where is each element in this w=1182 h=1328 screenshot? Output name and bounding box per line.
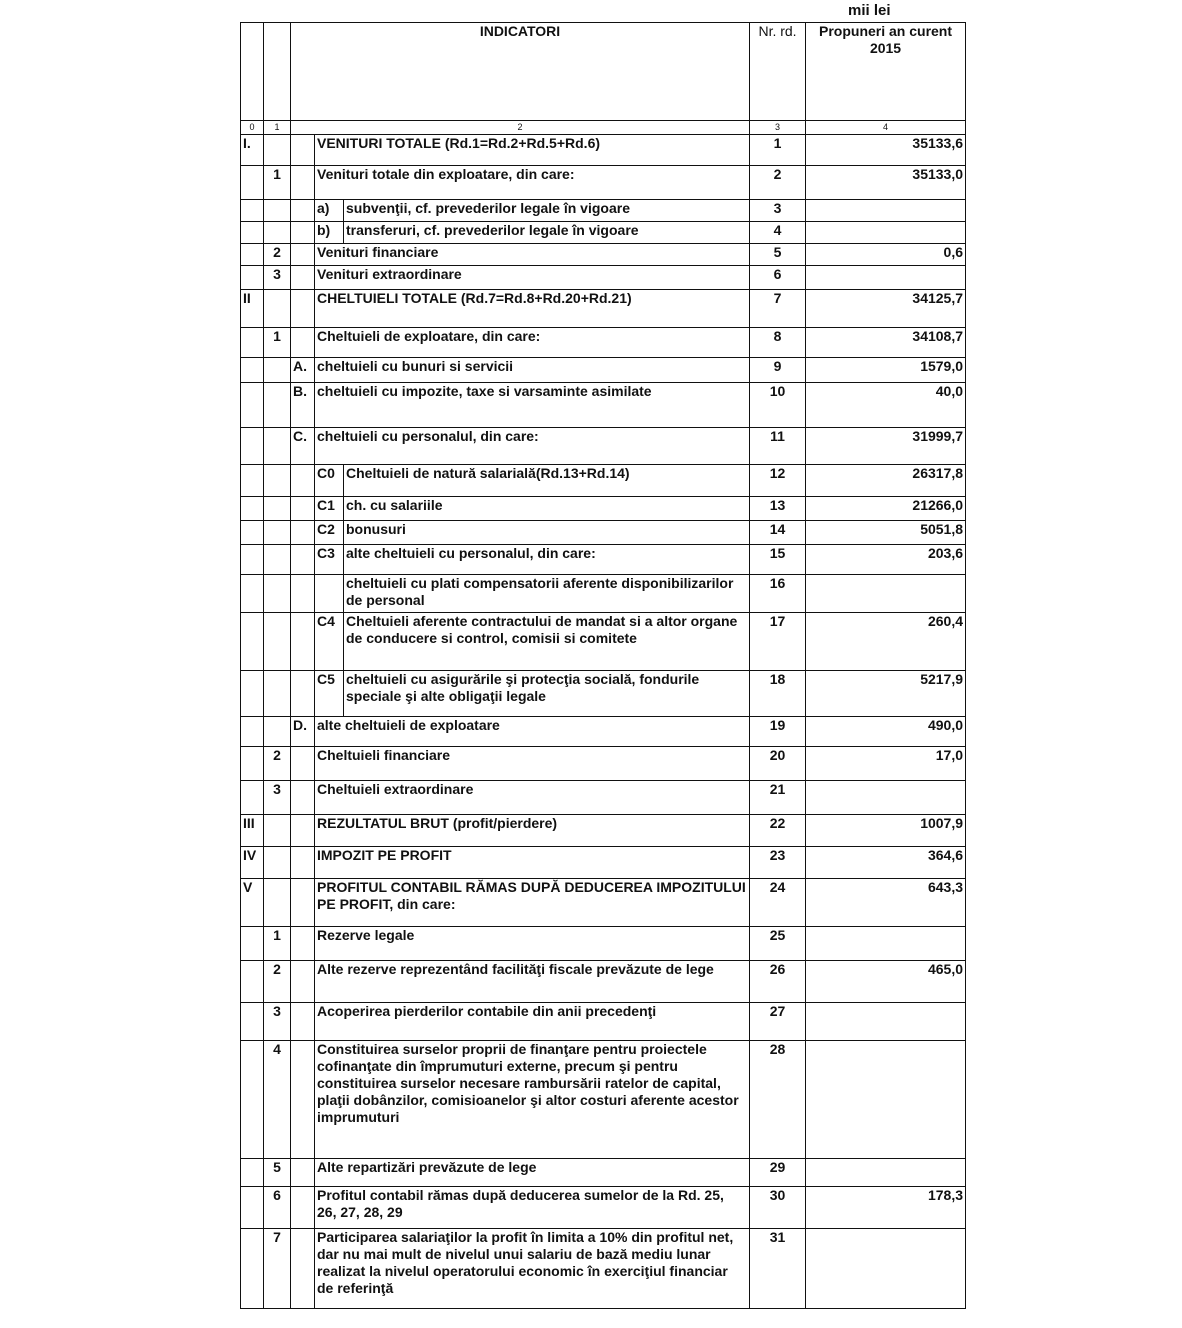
header-col1 (264, 23, 291, 121)
indicator-label: cheltuieli cu personalul, din care: (315, 428, 750, 465)
roman-numeral-cell (241, 545, 264, 575)
row-number-cell: 13 (750, 497, 806, 521)
letter-cell: B. (291, 383, 315, 428)
header-nr-rd: Nr. rd. (750, 23, 806, 121)
indicator-label: Cheltuieli de natură salarială(Rd.13+Rd.14) (344, 465, 750, 497)
value-cell: 31999,7 (806, 428, 966, 465)
letter-cell (291, 200, 315, 222)
letter-cell (291, 747, 315, 781)
roman-numeral-cell (241, 383, 264, 428)
section-number-cell (264, 815, 291, 847)
indicator-label: PROFITUL CONTABIL RĂMAS DUPĂ DEDUCEREA IMPOZITULUI PE PROFIT, din care: (315, 879, 750, 927)
table-row (241, 244, 966, 266)
roman-numeral-cell (241, 266, 264, 290)
letter-cell (291, 879, 315, 927)
table-row (241, 613, 966, 671)
section-number-cell (264, 879, 291, 927)
value-cell (806, 1003, 966, 1041)
section-number-cell (264, 717, 291, 747)
table-row (241, 671, 966, 717)
section-number-cell (264, 135, 291, 166)
col-index-3: 3 (750, 121, 806, 135)
table-row (241, 358, 966, 383)
indicator-label: Cheltuieli de exploatare, din care: (315, 328, 750, 358)
value-cell (806, 1159, 966, 1187)
value-cell: 17,0 (806, 747, 966, 781)
value-cell: 21266,0 (806, 497, 966, 521)
section-number-cell: 1 (264, 927, 291, 961)
row-number-cell: 7 (750, 290, 806, 328)
value-cell (806, 1041, 966, 1159)
col-index-1: 1 (264, 121, 291, 135)
value-cell: 5217,9 (806, 671, 966, 717)
row-number-cell: 29 (750, 1159, 806, 1187)
letter-cell: C. (291, 428, 315, 465)
table-row (241, 815, 966, 847)
roman-numeral-cell (241, 244, 264, 266)
indicator-label: Constituirea surselor proprii de finanţare pentru proiectele cofinanţate din împrumuturi externe, precum şi pentru constituirea surselor necesare rambursării ratelor de capital, plaţii dobânzilor, comisioanelor şi altor costuri aferente acestor imprumuturi (315, 1041, 750, 1159)
section-number-cell: 6 (264, 1187, 291, 1229)
financial-table (240, 22, 966, 1309)
row-number-cell: 23 (750, 847, 806, 879)
roman-numeral-cell (241, 1003, 264, 1041)
table-row (241, 1041, 966, 1159)
row-number-cell: 25 (750, 927, 806, 961)
section-number-cell: 5 (264, 1159, 291, 1187)
row-number-cell: 12 (750, 465, 806, 497)
row-number-cell: 18 (750, 671, 806, 717)
value-cell (806, 1229, 966, 1309)
roman-numeral-cell (241, 328, 264, 358)
value-cell: 1007,9 (806, 815, 966, 847)
indicator-label: Rezerve legale (315, 927, 750, 961)
table-row (241, 266, 966, 290)
letter-cell (291, 927, 315, 961)
value-cell: 465,0 (806, 961, 966, 1003)
row-number-cell: 3 (750, 200, 806, 222)
table-row (241, 521, 966, 545)
table-row (241, 497, 966, 521)
sub-code-cell: C2 (315, 521, 344, 545)
section-number-cell (264, 290, 291, 328)
table-row (241, 717, 966, 747)
row-number-cell: 20 (750, 747, 806, 781)
value-cell (806, 927, 966, 961)
section-number-cell: 3 (264, 781, 291, 815)
row-number-cell: 22 (750, 815, 806, 847)
letter-cell (291, 545, 315, 575)
indicator-label: Profitul contabil rămas după deducerea sumelor de la Rd. 25, 26, 27, 28, 29 (315, 1187, 750, 1229)
table-row (241, 328, 966, 358)
section-number-cell (264, 545, 291, 575)
indicator-label: cheltuieli cu asigurările şi protecţia socială, fondurile speciale şi alte obligaţii legale (344, 671, 750, 717)
value-cell: 26317,8 (806, 465, 966, 497)
value-cell: 34125,7 (806, 290, 966, 328)
sub-code-cell: C5 (315, 671, 344, 717)
letter-cell (291, 497, 315, 521)
sub-code-cell: C3 (315, 545, 344, 575)
table-row (241, 927, 966, 961)
indicator-label: Cheltuieli financiare (315, 747, 750, 781)
table-row (241, 200, 966, 222)
indicator-label: REZULTATUL BRUT (profit/pierdere) (315, 815, 750, 847)
row-number-cell: 2 (750, 166, 806, 200)
indicator-label: Acoperirea pierderilor contabile din anii precedenţi (315, 1003, 750, 1041)
table-row (241, 781, 966, 815)
roman-numeral-cell (241, 428, 264, 465)
roman-numeral-cell (241, 613, 264, 671)
value-cell: 34108,7 (806, 328, 966, 358)
roman-numeral-cell: IV (241, 847, 264, 879)
value-cell: 643,3 (806, 879, 966, 927)
indicator-label: alte cheltuieli de exploatare (315, 717, 750, 747)
value-cell: 40,0 (806, 383, 966, 428)
section-number-cell (264, 383, 291, 428)
letter-cell (291, 613, 315, 671)
indicator-label: Alte rezerve reprezentând facilităţi fiscale prevăzute de lege (315, 961, 750, 1003)
section-number-cell (264, 200, 291, 222)
value-cell: 203,6 (806, 545, 966, 575)
indicator-label: CHELTUIELI TOTALE (Rd.7=Rd.8+Rd.20+Rd.21) (315, 290, 750, 328)
section-number-cell: 2 (264, 244, 291, 266)
header-propuneri: Propuneri an curent 2015 (806, 23, 966, 121)
col-index-4: 4 (806, 121, 966, 135)
section-number-cell (264, 575, 291, 613)
row-number-cell: 11 (750, 428, 806, 465)
letter-cell (291, 1159, 315, 1187)
row-number-cell: 4 (750, 222, 806, 244)
value-cell: 490,0 (806, 717, 966, 747)
row-number-cell: 5 (750, 244, 806, 266)
unit-label: mii lei (848, 2, 891, 19)
sub-code-cell: a) (315, 200, 344, 222)
table-row (241, 847, 966, 879)
table-row (241, 1159, 966, 1187)
indicator-label: Participarea salariaţilor la profit în limita a 10% din profitul net, dar nu mai mult de nivelul unui salariu de bază mediu lunar realizat la nivelul operatorului economic în exerciţiul financiar de referinţă (315, 1229, 750, 1309)
value-cell (806, 222, 966, 244)
letter-cell (291, 266, 315, 290)
roman-numeral-cell: II (241, 290, 264, 328)
table-row (241, 961, 966, 1003)
section-number-cell: 2 (264, 747, 291, 781)
indicator-label: VENITURI TOTALE (Rd.1=Rd.2+Rd.5+Rd.6) (315, 135, 750, 166)
roman-numeral-cell (241, 521, 264, 545)
section-number-cell (264, 847, 291, 879)
row-number-cell: 9 (750, 358, 806, 383)
table-row (241, 428, 966, 465)
value-cell: 178,3 (806, 1187, 966, 1229)
table-row (241, 879, 966, 927)
row-number-cell: 14 (750, 521, 806, 545)
indicator-label: Alte repartizări prevăzute de lege (315, 1159, 750, 1187)
value-cell: 5051,8 (806, 521, 966, 545)
value-cell (806, 200, 966, 222)
row-number-cell: 6 (750, 266, 806, 290)
value-cell: 0,6 (806, 244, 966, 266)
letter-cell (291, 465, 315, 497)
indicator-label: bonusuri (344, 521, 750, 545)
value-cell: 35133,0 (806, 166, 966, 200)
section-number-cell: 1 (264, 328, 291, 358)
letter-cell: A. (291, 358, 315, 383)
indicator-label: cheltuieli cu impozite, taxe si varsaminte asimilate (315, 383, 750, 428)
value-cell: 260,4 (806, 613, 966, 671)
row-number-cell: 17 (750, 613, 806, 671)
row-number-cell: 19 (750, 717, 806, 747)
letter-cell (291, 671, 315, 717)
letter-cell (291, 244, 315, 266)
section-number-cell (264, 521, 291, 545)
roman-numeral-cell (241, 497, 264, 521)
roman-numeral-cell (241, 358, 264, 383)
letter-cell (291, 166, 315, 200)
sub-code-cell: C1 (315, 497, 344, 521)
table-row (241, 575, 966, 613)
col-index-2: 2 (291, 121, 750, 135)
roman-numeral-cell (241, 747, 264, 781)
letter-cell (291, 1003, 315, 1041)
roman-numeral-cell (241, 1041, 264, 1159)
roman-numeral-cell (241, 1159, 264, 1187)
roman-numeral-cell (241, 961, 264, 1003)
roman-numeral-cell (241, 222, 264, 244)
indicator-label: Venituri totale din exploatare, din care: (315, 166, 750, 200)
section-number-cell (264, 671, 291, 717)
sub-code-cell: b) (315, 222, 344, 244)
table-row (241, 383, 966, 428)
table-row (241, 465, 966, 497)
row-number-cell: 15 (750, 545, 806, 575)
indicator-label: alte cheltuieli cu personalul, din care: (344, 545, 750, 575)
roman-numeral-cell (241, 575, 264, 613)
roman-numeral-cell: V (241, 879, 264, 927)
section-number-cell (264, 497, 291, 521)
letter-cell (291, 1041, 315, 1159)
section-number-cell (264, 465, 291, 497)
section-number-cell (264, 613, 291, 671)
value-cell: 1579,0 (806, 358, 966, 383)
letter-cell (291, 328, 315, 358)
value-cell (806, 575, 966, 613)
row-number-cell: 26 (750, 961, 806, 1003)
table-row (241, 290, 966, 328)
roman-numeral-cell (241, 1187, 264, 1229)
indicator-label: ch. cu salariile (344, 497, 750, 521)
indicator-label: Venituri financiare (315, 244, 750, 266)
sub-code-cell (315, 575, 344, 613)
column-index-row (241, 121, 966, 135)
section-number-cell: 1 (264, 166, 291, 200)
roman-numeral-cell (241, 465, 264, 497)
sub-code-cell: C4 (315, 613, 344, 671)
table-row (241, 545, 966, 575)
roman-numeral-cell (241, 1229, 264, 1309)
roman-numeral-cell (241, 200, 264, 222)
indicator-label: Cheltuieli aferente contractului de mandat si a altor organe de conducere si control, comisii si comitete (344, 613, 750, 671)
table-row (241, 1229, 966, 1309)
row-number-cell: 21 (750, 781, 806, 815)
table-row (241, 1187, 966, 1229)
letter-cell (291, 847, 315, 879)
row-number-cell: 31 (750, 1229, 806, 1309)
section-number-cell: 7 (264, 1229, 291, 1309)
row-number-cell: 1 (750, 135, 806, 166)
header-indicatori: INDICATORI (291, 23, 750, 121)
indicator-label: cheltuieli cu bunuri si servicii (315, 358, 750, 383)
section-number-cell (264, 222, 291, 244)
table-header-row (241, 23, 966, 121)
section-number-cell (264, 428, 291, 465)
indicator-label: Venituri extraordinare (315, 266, 750, 290)
value-cell (806, 781, 966, 815)
sub-code-cell: C0 (315, 465, 344, 497)
roman-numeral-cell (241, 671, 264, 717)
letter-cell (291, 222, 315, 244)
row-number-cell: 10 (750, 383, 806, 428)
section-number-cell (264, 358, 291, 383)
value-cell: 364,6 (806, 847, 966, 879)
indicator-label: transferuri, cf. prevederilor legale în vigoare (344, 222, 750, 244)
letter-cell (291, 1187, 315, 1229)
table-row (241, 1003, 966, 1041)
header-col0 (241, 23, 264, 121)
section-number-cell: 2 (264, 961, 291, 1003)
letter-cell (291, 815, 315, 847)
value-cell (806, 266, 966, 290)
letter-cell (291, 135, 315, 166)
indicator-label: subvenţii, cf. prevederilor legale în vigoare (344, 200, 750, 222)
row-number-cell: 24 (750, 879, 806, 927)
letter-cell (291, 290, 315, 328)
indicator-label: cheltuieli cu plati compensatorii aferente disponibilizarilor de personal (344, 575, 750, 613)
roman-numeral-cell (241, 717, 264, 747)
letter-cell (291, 961, 315, 1003)
section-number-cell: 4 (264, 1041, 291, 1159)
letter-cell (291, 781, 315, 815)
indicator-label: Cheltuieli extraordinare (315, 781, 750, 815)
table-row (241, 222, 966, 244)
roman-numeral-cell (241, 166, 264, 200)
roman-numeral-cell (241, 927, 264, 961)
row-number-cell: 28 (750, 1041, 806, 1159)
roman-numeral-cell (241, 781, 264, 815)
indicator-label: IMPOZIT PE PROFIT (315, 847, 750, 879)
letter-cell (291, 1229, 315, 1309)
section-number-cell: 3 (264, 266, 291, 290)
table-row (241, 166, 966, 200)
section-number-cell: 3 (264, 1003, 291, 1041)
letter-cell (291, 575, 315, 613)
row-number-cell: 8 (750, 328, 806, 358)
row-number-cell: 16 (750, 575, 806, 613)
row-number-cell: 30 (750, 1187, 806, 1229)
value-cell: 35133,6 (806, 135, 966, 166)
table-row (241, 747, 966, 781)
roman-numeral-cell: I. (241, 135, 264, 166)
table-row (241, 135, 966, 166)
row-number-cell: 27 (750, 1003, 806, 1041)
letter-cell: D. (291, 717, 315, 747)
col-index-0: 0 (241, 121, 264, 135)
letter-cell (291, 521, 315, 545)
roman-numeral-cell: III (241, 815, 264, 847)
